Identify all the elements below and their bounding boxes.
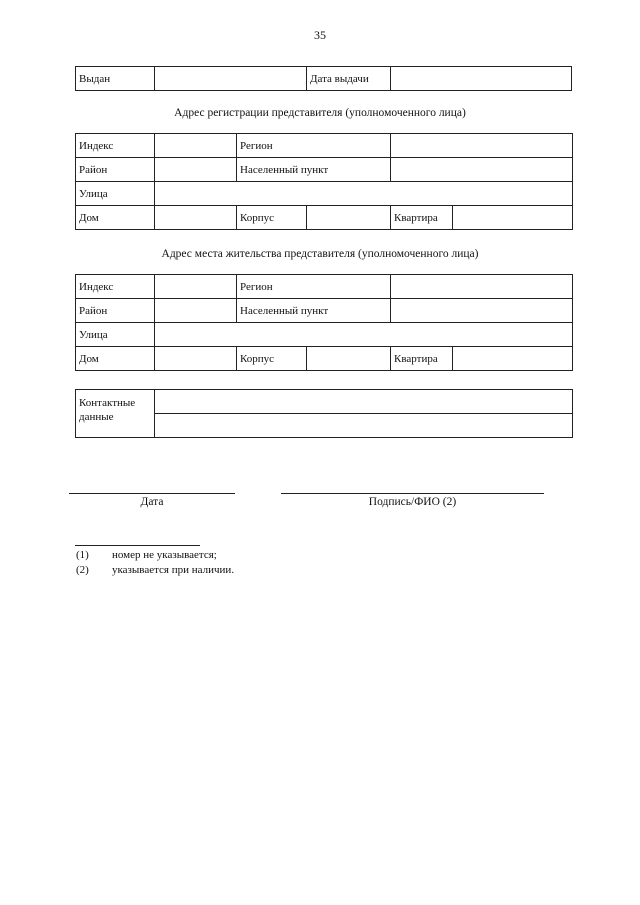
reg-building-field[interactable] [307,206,391,230]
res-region-label: Регион [237,275,391,299]
res-district-field[interactable] [155,299,237,323]
date-signature-line [69,493,235,494]
signature-line [281,493,544,494]
res-apartment-field[interactable] [453,347,573,371]
reg-street-label: Улица [76,182,155,206]
res-index-field[interactable] [155,275,237,299]
res-building-field[interactable] [307,347,391,371]
issue-date-label: Дата выдачи [307,67,391,91]
contacts-field-1[interactable] [155,390,573,414]
res-index-label: Индекс [76,275,155,299]
footnote-2 [76,564,234,576]
footnote-1-text: номер не указывается; [112,549,217,561]
page-number: 35 [314,28,326,42]
registration-address-heading: Адрес регистрации представителя (уполномоченного лица) [174,107,466,119]
res-house-label: Дом [76,347,155,371]
reg-settlement-label: Населенный пункт [237,158,391,182]
footnote-separator [75,545,200,546]
res-house-field[interactable] [155,347,237,371]
reg-apartment-field[interactable] [453,206,573,230]
reg-district-field[interactable] [155,158,237,182]
reg-street-field[interactable] [155,182,573,206]
reg-building-label: Корпус [237,206,307,230]
res-region-field[interactable] [391,275,573,299]
reg-index-field[interactable] [155,134,237,158]
contacts-label [76,390,155,438]
res-apartment-label: Квартира [391,347,453,371]
footnote-1-number: (1) [76,549,89,561]
res-street-field[interactable] [155,323,573,347]
res-district-label: Район [76,299,155,323]
registration-address-table [75,133,573,230]
reg-apartment-label: Квартира [391,206,453,230]
contacts-label-line2: данные [79,411,114,423]
footnote-2-number: (2) [76,564,89,576]
res-settlement-label: Населенный пункт [237,299,391,323]
issued-value-field[interactable] [155,67,307,91]
res-settlement-field[interactable] [391,299,573,323]
signature-label: Подпись/ФИО (2) [368,496,457,508]
reg-region-label: Регион [237,134,391,158]
contacts-label-line1: Контактные [79,397,136,409]
contacts-field-2[interactable] [155,414,573,438]
footnote-2-text: указывается при наличии. [112,564,235,576]
res-building-label: Корпус [237,347,307,371]
reg-settlement-field[interactable] [391,158,573,182]
reg-region-field[interactable] [391,134,573,158]
reg-house-label: Дом [76,206,155,230]
date-label: Дата [140,496,164,508]
reg-index-label: Индекс [76,134,155,158]
reg-house-field[interactable] [155,206,237,230]
res-street-label: Улица [76,323,155,347]
residence-address-table [75,274,573,371]
issued-label: Выдан [76,67,155,91]
contacts-table [75,389,573,438]
footnote-1 [76,549,217,561]
issued-table [75,66,572,91]
residence-address-heading: Адрес места жительства представителя (уполномоченного лица) [161,248,479,260]
reg-district-label: Район [76,158,155,182]
issue-date-value-field[interactable] [391,67,572,91]
